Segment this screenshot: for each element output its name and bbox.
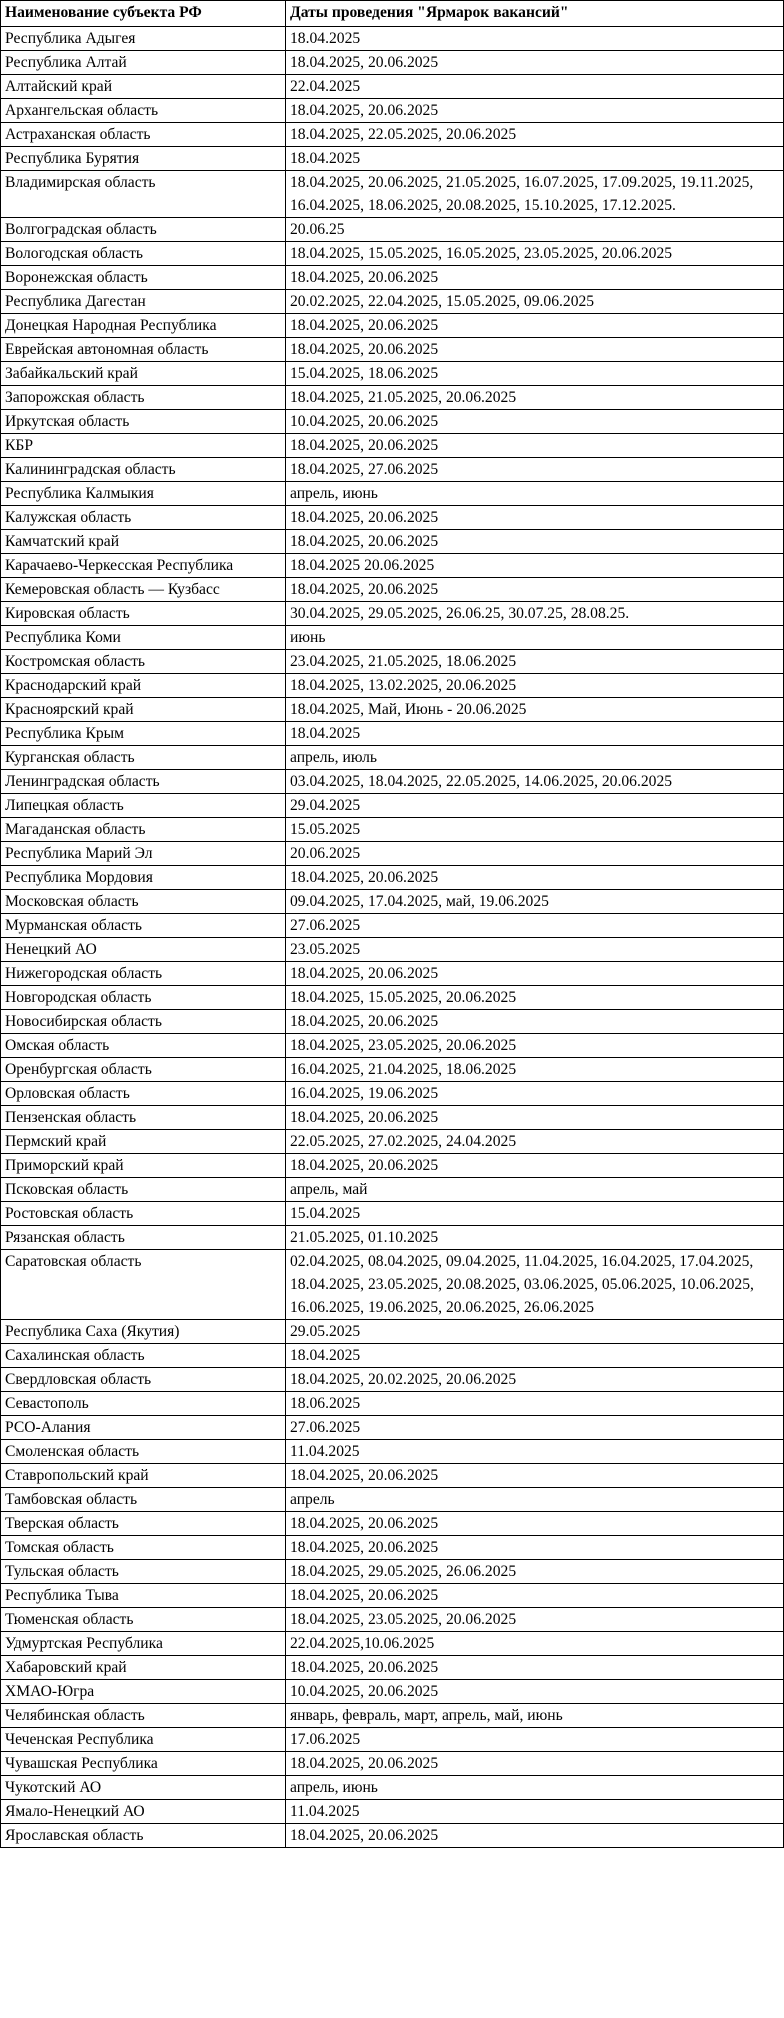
region-name-cell: Чеченская Республика xyxy=(1,1728,286,1752)
fair-dates-cell: 18.04.2025, 29.05.2025, 26.06.2025 xyxy=(286,1560,784,1584)
fair-dates-cell: 18.04.2025, 20.06.2025 xyxy=(286,530,784,554)
region-name-cell: Ярославская область xyxy=(1,1824,286,1848)
table-header-row xyxy=(1,1,784,27)
table-row xyxy=(1,1656,784,1680)
region-name-cell: Тульская область xyxy=(1,1560,286,1584)
table-row xyxy=(1,1632,784,1656)
region-name-cell: Красноярский край xyxy=(1,698,286,722)
region-name-cell: Липецкая область xyxy=(1,794,286,818)
fair-dates-cell: 18.04.2025, 20.06.2025 xyxy=(286,1154,784,1178)
table-row xyxy=(1,147,784,171)
table-row xyxy=(1,1560,784,1584)
region-name-cell: Республика Алтай xyxy=(1,51,286,75)
region-name-cell: Еврейская автономная область xyxy=(1,338,286,362)
fair-dates-cell: июнь xyxy=(286,626,784,650)
fair-dates-cell: 20.02.2025, 22.04.2025, 15.05.2025, 09.06.2025 xyxy=(286,290,784,314)
table-row xyxy=(1,1512,784,1536)
region-name-cell: Ямало-Ненецкий АО xyxy=(1,1800,286,1824)
table-row xyxy=(1,1226,784,1250)
dates-column-header: Даты проведения "Ярмарок вакансий" xyxy=(286,1,784,27)
fair-dates-cell: 18.04.2025, 20.06.2025 xyxy=(286,1464,784,1488)
region-name-cell: Тамбовская область xyxy=(1,1488,286,1512)
region-name-cell: КБР xyxy=(1,434,286,458)
region-name-cell: Республика Тыва xyxy=(1,1584,286,1608)
table-row xyxy=(1,1178,784,1202)
table-row xyxy=(1,362,784,386)
table-row xyxy=(1,1202,784,1226)
region-name-cell: Донецкая Народная Республика xyxy=(1,314,286,338)
fair-dates-cell: 18.04.2025, 20.06.2025 xyxy=(286,1536,784,1560)
fair-dates-cell: 18.04.2025, 23.05.2025, 20.06.2025 xyxy=(286,1608,784,1632)
table-row xyxy=(1,866,784,890)
region-name-cell: Воронежская область xyxy=(1,266,286,290)
region-name-cell: Свердловская область xyxy=(1,1368,286,1392)
fair-dates-cell: 18.04.2025, 20.06.2025 xyxy=(286,1752,784,1776)
fair-dates-cell: 10.04.2025, 20.06.2025 xyxy=(286,1680,784,1704)
table-row xyxy=(1,554,784,578)
region-name-cell: ХМАО-Югра xyxy=(1,1680,286,1704)
table-row xyxy=(1,1800,784,1824)
table-row xyxy=(1,458,784,482)
table-row xyxy=(1,1082,784,1106)
region-name-cell: Псковская область xyxy=(1,1178,286,1202)
region-name-cell: Пензенская область xyxy=(1,1106,286,1130)
fair-dates-cell: 20.06.2025 xyxy=(286,842,784,866)
fair-dates-cell: 18.04.2025, 15.05.2025, 16.05.2025, 23.05.2025, 20.06.2025 xyxy=(286,242,784,266)
fair-dates-cell: 18.04.2025, 27.06.2025 xyxy=(286,458,784,482)
table-row xyxy=(1,314,784,338)
table-row xyxy=(1,1704,784,1728)
table-row xyxy=(1,242,784,266)
fair-dates-cell: 18.06.2025 xyxy=(286,1392,784,1416)
fair-dates-cell: 18.04.2025, 22.05.2025, 20.06.2025 xyxy=(286,123,784,147)
fair-dates-cell: 22.05.2025, 27.02.2025, 24.04.2025 xyxy=(286,1130,784,1154)
fair-dates-cell: 18.04.2025, 13.02.2025, 20.06.2025 xyxy=(286,674,784,698)
table-row xyxy=(1,27,784,51)
fair-dates-cell: 18.04.2025 xyxy=(286,1344,784,1368)
fair-dates-cell: 22.04.2025 xyxy=(286,75,784,99)
table-body xyxy=(1,27,784,1848)
table-row xyxy=(1,842,784,866)
table-row xyxy=(1,1584,784,1608)
region-name-cell: Астраханская область xyxy=(1,123,286,147)
region-name-cell: Республика Саха (Якутия) xyxy=(1,1320,286,1344)
fair-dates-cell: 17.06.2025 xyxy=(286,1728,784,1752)
table-row xyxy=(1,818,784,842)
table-row xyxy=(1,1130,784,1154)
region-name-cell: Курганская область xyxy=(1,746,286,770)
table-row xyxy=(1,722,784,746)
table-row xyxy=(1,123,784,147)
fair-dates-cell: 29.04.2025 xyxy=(286,794,784,818)
fair-dates-cell: 18.04.2025, 20.06.2025 xyxy=(286,266,784,290)
region-name-cell: Саратовская область xyxy=(1,1250,286,1320)
region-name-cell: Севастополь xyxy=(1,1392,286,1416)
table-row xyxy=(1,602,784,626)
fair-dates-cell: 18.04.2025, 20.02.2025, 20.06.2025 xyxy=(286,1368,784,1392)
table-row xyxy=(1,99,784,123)
fair-dates-cell: 18.04.2025, 20.06.2025 xyxy=(286,314,784,338)
region-name-cell: Владимирская область xyxy=(1,171,286,218)
region-name-cell: Ставропольский край xyxy=(1,1464,286,1488)
region-name-cell: РСО-Алания xyxy=(1,1416,286,1440)
table-row xyxy=(1,698,784,722)
fair-dates-cell: 15.05.2025 xyxy=(286,818,784,842)
region-name-cell: Алтайский край xyxy=(1,75,286,99)
table-row xyxy=(1,266,784,290)
region-name-cell: Иркутская область xyxy=(1,410,286,434)
fair-dates-cell: 09.04.2025, 17.04.2025, май, 19.06.2025 xyxy=(286,890,784,914)
region-name-cell: Краснодарский край xyxy=(1,674,286,698)
fair-dates-cell: 18.04.2025, 20.06.2025, 21.05.2025, 16.07.2025, 17.09.2025, 19.11.2025, 16.04.2025, 18.06.2025, 20.08.2025, 15.10.2025, 17.12.2025. xyxy=(286,171,784,218)
region-name-cell: Чувашская Республика xyxy=(1,1752,286,1776)
fair-dates-cell: апрель, июнь xyxy=(286,482,784,506)
region-name-cell: Костромская область xyxy=(1,650,286,674)
fair-dates-cell: апрель, июль xyxy=(286,746,784,770)
region-name-cell: Хабаровский край xyxy=(1,1656,286,1680)
fair-dates-cell: 11.04.2025 xyxy=(286,1800,784,1824)
region-name-cell: Ростовская область xyxy=(1,1202,286,1226)
fair-dates-cell: январь, февраль, март, апрель, май, июнь xyxy=(286,1704,784,1728)
fair-dates-cell: 15.04.2025 xyxy=(286,1202,784,1226)
region-name-cell: Челябинская область xyxy=(1,1704,286,1728)
fair-dates-cell: 23.04.2025, 21.05.2025, 18.06.2025 xyxy=(286,650,784,674)
table-row xyxy=(1,650,784,674)
fair-dates-cell: 29.05.2025 xyxy=(286,1320,784,1344)
region-name-cell: Сахалинская область xyxy=(1,1344,286,1368)
region-name-cell: Калужская область xyxy=(1,506,286,530)
region-name-cell: Чукотский АО xyxy=(1,1776,286,1800)
fair-dates-cell: 11.04.2025 xyxy=(286,1440,784,1464)
region-name-cell: Кемеровская область — Кузбасс xyxy=(1,578,286,602)
fair-dates-cell: 20.06.25 xyxy=(286,218,784,242)
table-row xyxy=(1,746,784,770)
region-name-cell: Приморский край xyxy=(1,1154,286,1178)
region-name-cell: Республика Коми xyxy=(1,626,286,650)
table-row xyxy=(1,1320,784,1344)
region-name-cell: Томская область xyxy=(1,1536,286,1560)
table-row xyxy=(1,1344,784,1368)
table-row xyxy=(1,1368,784,1392)
region-name-cell: Волгоградская область xyxy=(1,218,286,242)
region-name-cell: Камчатский край xyxy=(1,530,286,554)
fair-dates-cell: 18.04.2025 xyxy=(286,722,784,746)
fair-dates-cell: 18.04.2025, 20.06.2025 xyxy=(286,1106,784,1130)
table-row xyxy=(1,171,784,218)
region-name-cell: Республика Бурятия xyxy=(1,147,286,171)
fair-dates-cell: апрель xyxy=(286,1488,784,1512)
table-row xyxy=(1,434,784,458)
fair-dates-cell: 27.06.2025 xyxy=(286,1416,784,1440)
table-row xyxy=(1,530,784,554)
fair-dates-cell: 22.04.2025,10.06.2025 xyxy=(286,1632,784,1656)
table-row xyxy=(1,1488,784,1512)
fair-dates-cell: апрель, май xyxy=(286,1178,784,1202)
fair-dates-cell: 30.04.2025, 29.05.2025, 26.06.25, 30.07.25, 28.08.25. xyxy=(286,602,784,626)
region-name-cell: Нижегородская область xyxy=(1,962,286,986)
fair-dates-cell: 18.04.2025, 20.06.2025 xyxy=(286,506,784,530)
fair-dates-cell: 18.04.2025, 20.06.2025 xyxy=(286,434,784,458)
region-name-cell: Кировская область xyxy=(1,602,286,626)
table-row xyxy=(1,1824,784,1848)
region-name-cell: Новосибирская область xyxy=(1,1010,286,1034)
fair-dates-cell: 18.04.2025, 20.06.2025 xyxy=(286,1824,784,1848)
region-name-cell: Тверская область xyxy=(1,1512,286,1536)
region-name-cell: Республика Калмыкия xyxy=(1,482,286,506)
table-row xyxy=(1,890,784,914)
table-row xyxy=(1,1680,784,1704)
table-row xyxy=(1,506,784,530)
fair-dates-cell: 18.04.2025, 20.06.2025 xyxy=(286,1010,784,1034)
table-row xyxy=(1,338,784,362)
table-row xyxy=(1,1464,784,1488)
fair-dates-cell: 18.04.2025, 20.06.2025 xyxy=(286,1512,784,1536)
region-name-cell: Московская область xyxy=(1,890,286,914)
fair-dates-cell: 18.04.2025, 20.06.2025 xyxy=(286,866,784,890)
table-row xyxy=(1,1250,784,1320)
region-name-cell: Республика Дагестан xyxy=(1,290,286,314)
table-row xyxy=(1,1392,784,1416)
table-row xyxy=(1,794,784,818)
table-row xyxy=(1,914,784,938)
region-name-cell: Карачаево-Черкесская Республика xyxy=(1,554,286,578)
fair-dates-cell: 18.04.2025, 20.06.2025 xyxy=(286,962,784,986)
table-row xyxy=(1,1154,784,1178)
fair-dates-cell: 10.04.2025, 20.06.2025 xyxy=(286,410,784,434)
table-row xyxy=(1,938,784,962)
region-name-cell: Удмуртская Республика xyxy=(1,1632,286,1656)
region-name-cell: Калининградская область xyxy=(1,458,286,482)
fair-dates-cell: 23.05.2025 xyxy=(286,938,784,962)
table-row xyxy=(1,1776,784,1800)
fair-dates-cell: 18.04.2025 xyxy=(286,147,784,171)
region-name-cell: Забайкальский край xyxy=(1,362,286,386)
fair-dates-cell: 03.04.2025, 18.04.2025, 22.05.2025, 14.06.2025, 20.06.2025 xyxy=(286,770,784,794)
fair-dates-cell: 18.04.2025, 20.06.2025 xyxy=(286,51,784,75)
region-name-cell: Ленинградская область xyxy=(1,770,286,794)
table-row xyxy=(1,482,784,506)
region-name-cell: Орловская область xyxy=(1,1082,286,1106)
region-name-cell: Республика Марий Эл xyxy=(1,842,286,866)
fair-dates-cell: 18.04.2025, 20.06.2025 xyxy=(286,1584,784,1608)
table-row xyxy=(1,578,784,602)
region-name-cell: Мурманская область xyxy=(1,914,286,938)
fair-dates-cell: 18.04.2025, 20.06.2025 xyxy=(286,338,784,362)
table-row xyxy=(1,1728,784,1752)
table-row xyxy=(1,386,784,410)
table-row xyxy=(1,51,784,75)
table-row xyxy=(1,410,784,434)
region-name-cell: Тюменская область xyxy=(1,1608,286,1632)
table-row xyxy=(1,218,784,242)
table-row xyxy=(1,290,784,314)
fair-dates-cell: 18.04.2025, 15.05.2025, 20.06.2025 xyxy=(286,986,784,1010)
fair-dates-cell: 18.04.2025, 21.05.2025, 20.06.2025 xyxy=(286,386,784,410)
fair-dates-cell: апрель, июнь xyxy=(286,1776,784,1800)
table-row xyxy=(1,674,784,698)
region-name-cell: Оренбургская область xyxy=(1,1058,286,1082)
table-row xyxy=(1,626,784,650)
region-name-cell: Рязанская область xyxy=(1,1226,286,1250)
region-name-cell: Новгородская область xyxy=(1,986,286,1010)
fair-dates-cell: 18.04.2025, 20.06.2025 xyxy=(286,1656,784,1680)
fair-dates-cell: 18.04.2025, 20.06.2025 xyxy=(286,578,784,602)
region-name-cell: Республика Адыгея xyxy=(1,27,286,51)
region-name-cell: Магаданская область xyxy=(1,818,286,842)
region-name-cell: Пермский край xyxy=(1,1130,286,1154)
table-row xyxy=(1,962,784,986)
fair-dates-cell: 16.04.2025, 19.06.2025 xyxy=(286,1082,784,1106)
fair-dates-cell: 18.04.2025, 23.05.2025, 20.06.2025 xyxy=(286,1034,784,1058)
table-row xyxy=(1,1440,784,1464)
table-row xyxy=(1,986,784,1010)
region-column-header: Наименование субъекта РФ xyxy=(1,1,286,27)
region-name-cell: Смоленская область xyxy=(1,1440,286,1464)
region-name-cell: Омская область xyxy=(1,1034,286,1058)
table-row xyxy=(1,1106,784,1130)
fair-dates-cell: 27.06.2025 xyxy=(286,914,784,938)
region-name-cell: Ненецкий АО xyxy=(1,938,286,962)
table-row xyxy=(1,1608,784,1632)
table-row xyxy=(1,1034,784,1058)
fair-dates-cell: 18.04.2025, Май, Июнь - 20.06.2025 xyxy=(286,698,784,722)
table-row xyxy=(1,75,784,99)
fair-dates-cell: 15.04.2025, 18.06.2025 xyxy=(286,362,784,386)
region-name-cell: Республика Мордовия xyxy=(1,866,286,890)
fair-dates-cell: 21.05.2025, 01.10.2025 xyxy=(286,1226,784,1250)
region-name-cell: Вологодская область xyxy=(1,242,286,266)
fair-dates-cell: 18.04.2025 20.06.2025 xyxy=(286,554,784,578)
fair-dates-cell: 02.04.2025, 08.04.2025, 09.04.2025, 11.04.2025, 16.04.2025, 17.04.2025, 18.04.2025, 23.05.2025, 20.08.2025, 03.06.2025, 05.06.2025, 10.06.2025, 16.06.2025, 19.06.2025, 20.06.2025, 26.06.2025 xyxy=(286,1250,784,1320)
region-name-cell: Республика Крым xyxy=(1,722,286,746)
table-row xyxy=(1,1058,784,1082)
table-row xyxy=(1,1536,784,1560)
table-row xyxy=(1,1010,784,1034)
region-name-cell: Архангельская область xyxy=(1,99,286,123)
region-name-cell: Запорожская область xyxy=(1,386,286,410)
table-row xyxy=(1,1752,784,1776)
fair-dates-cell: 18.04.2025 xyxy=(286,27,784,51)
table-row xyxy=(1,770,784,794)
fair-dates-cell: 18.04.2025, 20.06.2025 xyxy=(286,99,784,123)
table-row xyxy=(1,1416,784,1440)
fair-dates-cell: 16.04.2025, 21.04.2025, 18.06.2025 xyxy=(286,1058,784,1082)
